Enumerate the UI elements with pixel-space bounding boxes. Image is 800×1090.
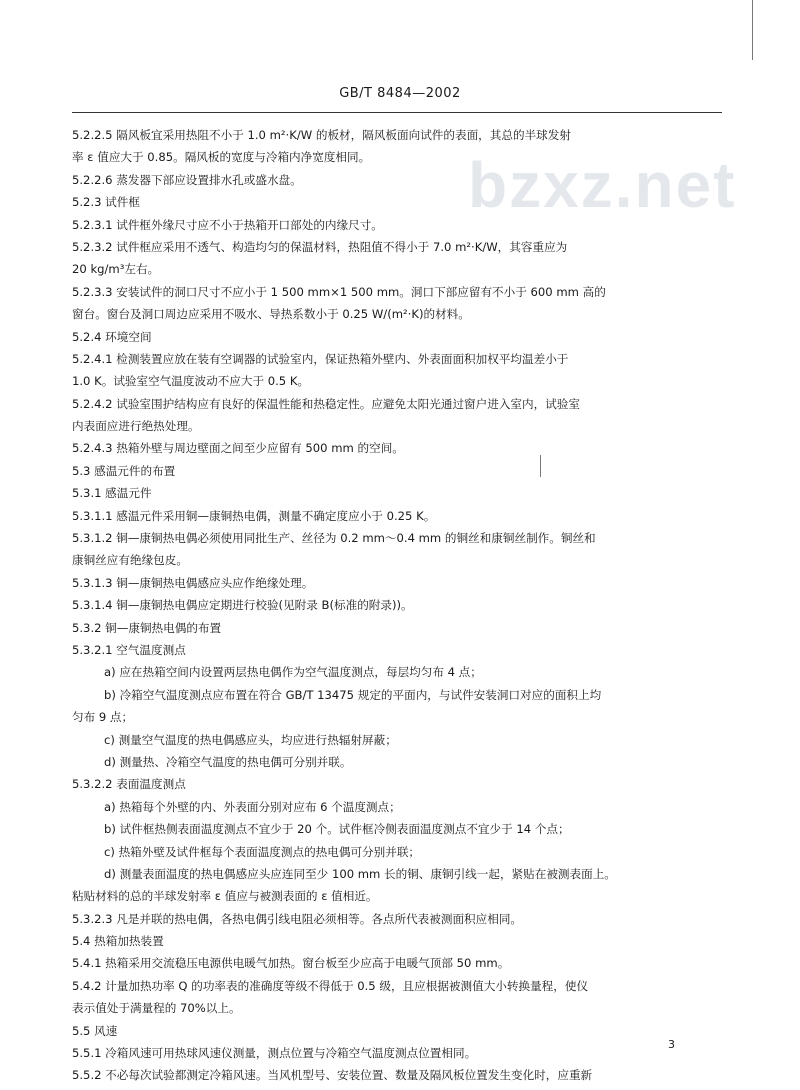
text-line: 5.3.2.1 空气温度测点 — [72, 642, 186, 657]
scan-mark — [752, 0, 753, 60]
text-line: 5.3.1.2 铜—康铜热电偶必须使用同批生产、丝径为 0.2 mm～0.4 mm 的铜丝和康铜丝制作。铜丝和 — [72, 531, 596, 546]
text-line: a) 应在热箱空间内设置两层热电偶作为空气温度测点，每层均匀布 4 点； — [104, 665, 482, 680]
text-line: d) 测量热、冷箱空气温度的热电偶可分别并联。 — [104, 754, 352, 769]
text-line: c) 热箱外壁及试件框每个表面温度测点的热电偶可分别并联； — [104, 844, 421, 859]
text-line: 5.3.2 铜—康铜热电偶的布置 — [72, 620, 222, 635]
text-line: 5.2.2.6 蒸发器下部应设置排水孔或盛水盘。 — [72, 172, 302, 187]
text-line: 粘贴材料的总的半球发射率 ε 值应与被测表面的 ε 值相近。 — [72, 889, 378, 904]
header-rule — [72, 112, 722, 113]
text-line: c) 测量空气温度的热电偶感应头，均应进行热辐射屏蔽； — [104, 732, 397, 747]
page-header: GB/T 8484—2002 — [339, 86, 461, 101]
text-line: d) 测量表面温度的热电偶感应头应连同至少 100 mm 长的铜、康铜引线一起，紧贴在被测表面上。 — [104, 866, 616, 881]
text-line: 5.4 热箱加热装置 — [72, 934, 164, 949]
text-line: 5.2.3 试件框 — [72, 195, 140, 210]
text-line: 5.3.2.3 凡是并联的热电偶，各热电偶引线电阻必须相等。各点所代表被测面积应相同。 — [72, 911, 523, 926]
text-line: 5.2.3.1 试件框外缘尺寸应不小于热箱开口部处的内缘尺寸。 — [72, 217, 383, 232]
text-line: 5.4.1 热箱采用交流稳压电源供电暖气加热。窗台板至少应高于电暖气顶部 50 mm。 — [72, 956, 510, 971]
text-line: 5.5.2 不必每次试验都测定冷箱风速。当风机型号、安装位置、数量及隔风板位置发生变化时，应重新 — [72, 1068, 593, 1083]
text-line: 20 kg/m³左右。 — [72, 262, 160, 277]
text-line: 5.3 感温元件的布置 — [72, 463, 176, 478]
text-line: 5.2.3.2 试件框应采用不透气、构造均匀的保温材料，热阻值不得小于 7.0 m²·K/W，其容重应为 — [72, 239, 568, 254]
text-line: 5.3.1.4 铜—康铜热电偶应定期进行校验(见附录 B(标准的附录))。 — [72, 598, 413, 613]
text-line: 5.5.1 冷箱风速可用热球风速仪测量，测点位置与冷箱空气温度测点位置相同。 — [72, 1046, 477, 1061]
text-line: 5.2.4 环境空间 — [72, 329, 152, 344]
text-line: 匀布 9 点； — [72, 710, 134, 725]
body-text — [72, 124, 720, 1087]
text-line: 5.3.1.3 铜—康铜热电偶感应头应作绝缘处理。 — [72, 575, 314, 590]
text-line: 1.0 K。试验室空气温度波动不应大于 0.5 K。 — [72, 374, 310, 389]
text-line: a) 热箱每个外壁的内、外表面分别对应布 6 个温度测点； — [104, 799, 401, 814]
text-line: 5.2.4.2 试验室围护结构应有良好的保温性能和热稳定性。应避免太阳光通过窗户进入室内，试验室 — [72, 396, 580, 411]
scan-mark — [540, 455, 541, 477]
text-line: b) 试件框热侧表面温度测点不宜少于 20 个。试件框冷侧表面温度测点不宜少于 14 个点； — [104, 822, 570, 837]
text-line: 5.2.3.3 安装试件的洞口尺寸不应小于 1 500 mm×1 500 mm。洞口下部应留有不小于 600 mm 高的 — [72, 284, 606, 299]
page-number: 3 — [668, 1038, 675, 1051]
text-line: 窗台。窗台及洞口周边应采用不吸水、导热系数小于 0.25 W/(m²·K)的材料。 — [72, 307, 470, 322]
text-line: 5.2.4.1 检测装置应放在装有空调器的试验室内，保证热箱外壁内、外表面面积加权平均温差小于 — [72, 351, 569, 366]
text-line: b) 冷箱空气温度测点应布置在符合 GB/T 13475 规定的平面内，与试件安装洞口对应的面积上均 — [104, 687, 602, 702]
text-line: 5.2.2.5 隔风板宜采用热阻不小于 1.0 m²·K/W 的板材，隔风板面向试件的表面，其总的半球发射 — [72, 128, 571, 142]
text-line: 表示值处于满量程的 70%以上。 — [72, 1001, 241, 1016]
watermark: bzxz.net — [468, 149, 737, 221]
text-line: 率 ε 值应大于 0.85。隔风板的宽度与冷箱内净宽度相同。 — [72, 150, 371, 165]
text-line: 5.3.1 感温元件 — [72, 486, 152, 501]
text-line: 5.2.4.3 热箱外壁与周边壁面之间至少应留有 500 mm 的空间。 — [72, 441, 404, 456]
text-line: 内表面应进行绝热处理。 — [72, 419, 200, 434]
text-line: 5.4.2 计量加热功率 Q 的功率表的准确度等级不得低于 0.5 级，且应根据被测值大小转换量程，使仪 — [72, 978, 589, 993]
text-line: 5.3.1.1 感温元件采用铜—康铜热电偶，测量不确定度应小于 0.25 K。 — [72, 508, 436, 523]
text-line: 5.3.2.2 表面温度测点 — [72, 777, 186, 792]
text-line: 康铜丝应有绝缘包皮。 — [72, 553, 188, 568]
text-line: 5.5 风速 — [72, 1023, 118, 1038]
